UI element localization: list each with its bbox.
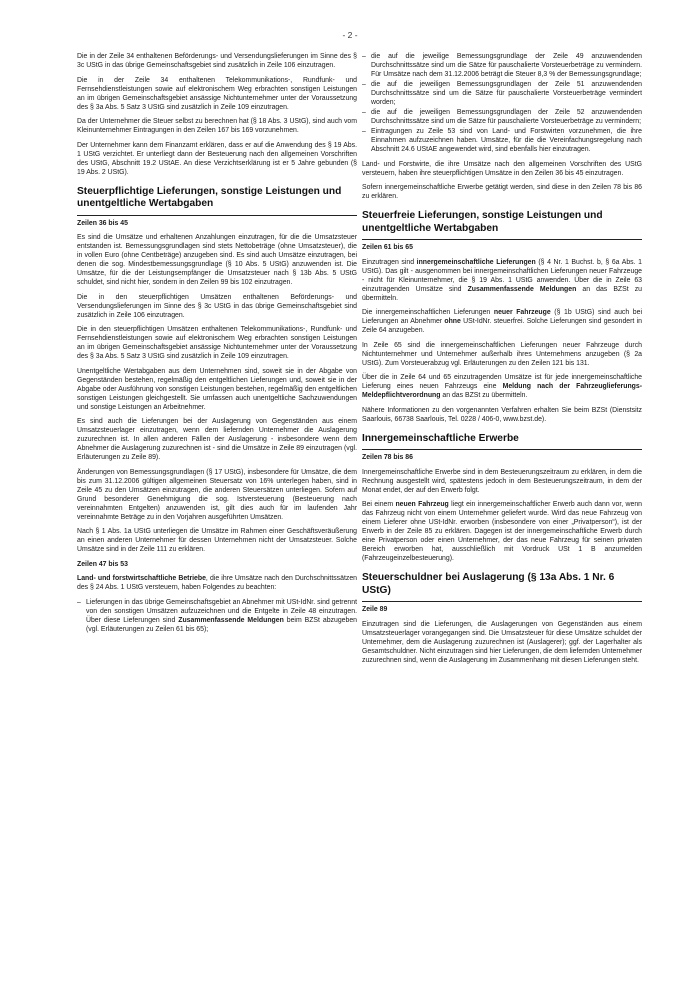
- paragraph: Nach § 1 Abs. 1a UStG unterliegen die Umsätze im Rahmen einer Geschäftsveräußerung an einen anderen Unternehmer für dessen Unternehmen nicht der Umsatzsteuer. Solche Umsätze sind in der Zeile 111 zu erklären.: [77, 528, 357, 553]
- paragraph: [362, 258, 642, 303]
- text-run: an das BZSt zu übermitteln.: [362, 285, 643, 302]
- paragraph: [362, 308, 642, 335]
- paragraph: Einzutragen sind die Lieferungen, die Auslagerungen von Gegenständen aus einem Umsatzsteuerlager vorangegangen sind. Die Umsatzsteuer für diese Umsätze schuldet der Unternehmer, dem die Auslagerung zuzurechnen ist (Auslagerer); ggf. der Lagerhalter als Gesamtschuldner. Nicht einzutragen sind hier Lieferungen, die dem liefernden Unternehmer zuzurechnen sind, wenn die Auslagerung im Zusammenhang mit diesen Lieferungen steht.: [362, 620, 642, 664]
- bold-term: innergemeinschaftliche Lieferungen: [416, 258, 536, 266]
- text-run: Einzutragen sind: [362, 258, 417, 266]
- bold-term: Meldung nach der Fahrzeuglieferungs-Meldepflichtverordnung: [362, 383, 642, 399]
- section-heading: Innergemeinschaftliche Erwerbe: [362, 432, 519, 444]
- list-item: – die auf die jeweiligen Bemessungsgrundlagen der Zeile 52 anzuwendenden Durchschnittssätze sind um die Sätze für pauschalierte Vorsteuerbeträge zu vermindern;: [362, 108, 642, 126]
- heading-rule: [77, 215, 357, 216]
- list-item: – die auf die jeweiligen Bemessungsgrundlagen der Zeile 51 anzuwendenden Durchschnittssätze sind um die Sätze für pauschalierte Vorsteuerbeträge vermindert worden;: [362, 80, 642, 107]
- bold-term: Land- und forstwirtschaftliche Betriebe: [77, 575, 206, 582]
- section-heading: Steuerfreie Lieferungen, sonstige Leistungen und unentgeltliche Wertabgaben: [362, 210, 603, 234]
- section-heading: Steuerschuldner bei Auslagerung (§ 13a Abs. 1 Nr. 6 UStG): [362, 572, 615, 596]
- right-column: [362, 52, 642, 670]
- text-run: Über die in Zeile 64 und 65 einzutragenden Umsätze ist für jede innergemeinschaftliche Lieferung eines neuen Fahrzeugs eine: [362, 374, 642, 390]
- bold-term: Zusammenfassende Meldungen: [178, 616, 284, 624]
- text-run: an das BZSt zu übermitteln.: [440, 392, 528, 399]
- paragraph: Die in den steuerpflichtigen Umsätzen enthaltenen Telekommunikations-, Rundfunk- und Fernsehdienstleistungen sowie auf elektronischem Weg erbrachten sonstigen Leistungen an im übrigen Gemeinschaftsgebiet ansässige Nichtunternehmer unter der Voraussetzung des § 3a Abs. 5 Satz 3 UStG sind zusätzlich in Zeile 109 einzutragen.: [77, 326, 357, 360]
- heading-rule: [362, 601, 642, 602]
- paragraph: Innergemeinschaftliche Erwerbe sind in dem Besteuerungszeitraum zu erklären, in dem die Rechnung ausgestellt wird, spätestens jedoch in dem Besteuerungszeitraum, in dem der Monat endet, der auf den Erwerb folgt.: [362, 468, 642, 494]
- line-reference: Zeile 89: [362, 606, 388, 613]
- paragraph: Änderungen von Bemessungsgrundlagen (§ 17 UStG), insbesondere für Umsätze, die dem bis zum 31.12.2006 gültigen allgemeinen Steuersatz von 16% unterlegen haben, sind in Zeile 45 zu den Umsätzen einzutragen, die anderen Steuersätzen unterliegen. Sofern auf Grund besonderer Genehmigung die sog. Istversteuerung (Besteuerung nach vereinnahmten Entgelten) anzuwenden ist, gilt dies auch für im laufenden Jahr vereinnahmte Beträge zu in den Vorjahren ausgeführten Umsätzen.: [77, 468, 357, 521]
- text-run: liegt ein innergemeinschaftlicher Erwerb auch dann vor, wenn das Fahrzeug nicht von einem Unternehmer geliefert wurde. Wird das neue Fahrzeug von einem Lieferer ohne USt-IdNr. erworben (insbesondere von einer „Privatperson“), ist der Erwerb in der Zeile 85 zu erklären. Dagegen ist der innergemeinschaftliche Erwerb durch eine Privatperson oder einen Unternehmer, der das neue Fahrzeug für seinen privaten Bereich erworben hat, ausschließlich mit Vordruck USt 1 B anzumelden (Fahrzeugeinzelbesteuerung).: [362, 501, 642, 562]
- dash-list: [77, 598, 357, 634]
- paragraph: Unentgeltliche Wertabgaben aus dem Unternehmen sind, soweit sie in der Abgabe von Gegenständen bestehen, regelmäßig den entgeltlichen Lieferungen und, soweit sie in der Abgabe oder Ausführung von sonstigen Leistungen bestehen, regelmäßig den entgeltlichen sonstigen Leistungen gleichgestellt. Sie umfassen auch unentgeltliche Sachzuwendungen und sonstige Leistungen an Arbeitnehmer.: [77, 367, 357, 411]
- left-column: [77, 52, 357, 639]
- paragraph: Sofern innergemeinschaftliche Erwerbe getätigt werden, sind diese in den Zeilen 78 bis 86 zu erklären.: [362, 184, 642, 200]
- paragraph: Nähere Informationen zu den vorgenannten Verfahren erhalten Sie beim BZSt (Dienstsitz Saarlouis, 66738 Saarlouis, Tel. 0228 / 406-0, www.bzst.de).: [362, 406, 642, 423]
- paragraph: [362, 500, 642, 563]
- text-run: , die ihre Umsätze nach den Durchschnittssätzen des § 24 Abs. 1 UStG versteuern, haben Folgendes zu beachten:: [77, 575, 357, 591]
- paragraph: Es sind auch die Lieferungen bei der Auslagerung von Gegenständen aus einem Umsatzsteuerlager einzutragen, wenn dem liefernden Unternehmer die Auslagerung zuzurechnen ist. In allen anderen Fällen der Auslagerung - insbesondere wenn dem Abnehmer die Auslagerung zuzurechnen ist - sind die Umsätze in Zeile 89 einzutragen (vgl. Erläuterungen zu Zeile 89).: [77, 418, 357, 461]
- dash-list: [362, 52, 642, 154]
- text-run: (§ 1b UStG) sind auch bei Lieferungen an Abnehmer: [362, 309, 643, 325]
- bold-term: Zusammenfassende Meldungen: [467, 285, 577, 293]
- text-run: Die innergemeinschaftlichen Lieferungen: [362, 309, 494, 316]
- section-heading: Steuerpflichtige Lieferungen, sonstige Leistungen und unentgeltliche Wertabgaben: [77, 185, 342, 209]
- paragraph: Der Unternehmer kann dem Finanzamt erklären, dass er auf die Anwendung des § 19 Abs. 1 UStG verzichtet. Er unterliegt dann der Besteuerung nach den allgemeinen Vorschriften des UStG, Abschnitt 19.2 UStAE. An diese Verzichtserklärung ist er 5 Jahre gebunden (§ 19 Abs. 2 UStG).: [77, 141, 357, 176]
- line-reference: Zeilen 36 bis 45: [77, 219, 128, 227]
- bold-term: neuer Fahrzeuge: [493, 309, 551, 316]
- line-reference: Zeilen 78 bis 86: [362, 454, 413, 461]
- text-run: USt-IdNr. steuerfrei. Solche Lieferungen sind gesondert in Zeile 64 anzugeben.: [362, 318, 643, 334]
- text-run: Lieferungen in das übrige Gemeinschaftsgebiet an Abnehmer mit USt-IdNr. sind getrennt von den sonstigen Umsätzen aufzuzeichnen und die Entgelte in Zeile 48 einzutragen. Über diese Lieferungen sind: [86, 598, 357, 624]
- paragraph: Da der Unternehmer die Steuer selbst zu berechnen hat (§ 18 Abs. 3 UStG), sind auch vom Kleinunternehmer Eintragungen in den Zeilen 167 bis 169 vorzunehmen.: [77, 118, 357, 134]
- text-run: beim BZSt abzugeben (vgl. Erläuterungen zu Zeilen 61 bis 65);: [86, 616, 357, 633]
- paragraph: Land- und Forstwirte, die ihre Umsätze nach den allgemeinen Vorschriften des UStG versteuern, haben ihre steuerpflichtigen Umsätze in den Zeilen 36 bis 45 einzutragen.: [362, 160, 642, 177]
- paragraph: [77, 574, 357, 592]
- line-reference: Zeilen 47 bis 53: [77, 560, 128, 568]
- paragraph: Die in der Zeile 34 enthaltenen Telekommunikations-, Rundfunk- und Fernsehdienstleistungen sowie auf elektronischem Weg erbrachten sonstigen Leistungen an im übrigen Gemeinschaftsgebiet ansässige Nichtunternehmer unter der Voraussetzung des § 3a Abs. 5 Satz 3 UStG sind zusätzlich in Zeile 109 einzutragen.: [77, 76, 357, 111]
- paragraph: Die in den steuerpflichtigen Umsätzen enthaltenen Beförderungs- und Versendungslieferungen im Sinne des § 3c UStG in das übrige Gemeinschaftsgebiet sind zusätzlich in Zeile 106 einzutragen.: [77, 293, 357, 319]
- heading-rule: [362, 449, 642, 450]
- list-item: – Eintragungen zu Zeile 53 sind von Land- und Forstwirten vorzunehmen, die ihre Einnahmen aufzuzeichnen haben. Umsätze, für die die Vereinfachungsregelung nach Abschnitt 24.6 UStAE angewendet wird, sind ebenfalls hier einzutragen.: [362, 127, 642, 154]
- bold-term: neuen Fahrzeug: [395, 501, 449, 508]
- paragraph: Die in der Zeile 34 enthaltenen Beförderungs- und Versendungslieferungen im Sinne des § 3c UStG in das übrige Gemeinschaftsgebiet sind zusätzlich in Zeile 106 einzutragen.: [77, 53, 357, 69]
- paragraph: Es sind die Umsätze und erhaltenen Anzahlungen einzutragen, für die die Umsatzsteuer entstanden ist. Bemessungsgrundlagen sind stets Nettobeträge (ohne Umsatzsteuer), die in vollen Euro (ohne Centbeträge) anzugeben sind. Es sind auch Umsätze einzutragen, bei denen die sog. Mindestbemessungsgrundlage (§ 10 Abs. 5 UStG) anzuwenden ist. Die Umsätze, für die der Leistungsempfänger die Umsatzsteuer nach § 13b Abs. 5 UStG schuldet, sind nicht hier, sondern in den Zeilen 99 bis 102 einzutragen.: [77, 234, 357, 286]
- text-run: Bei einem: [362, 501, 396, 508]
- list-item: – die auf die jeweilige Bemessungsgrundlage der Zeile 49 anzuwendenden Durchschnittssätze sind um die Sätze für pauschalierte Vorsteuerbeträge zu vermindern. Für Umsätze nach dem 31.12.2006 beträgt die Steuer 8,3 % der Bemessungsgrundlage;: [362, 52, 642, 79]
- paragraph: [362, 373, 642, 400]
- paragraph: In Zeile 65 sind die innergemeinschaftlichen Lieferungen neuer Fahrzeuge durch Nichtunternehmer und Unternehmer außerhalb ihres Unternehmens anzugeben (§ 2a UStG). Zum Vorsteuerabzug vgl. Erläuterungen zu den Zeilen 121 bis 131.: [362, 341, 642, 367]
- text-run: (§ 4 Nr. 1 Buchst. b, § 6a Abs. 1 UStG). Das gilt - ausgenommen bei innergemeinschaftlichen Lieferungen neuer Fahrzeuge - nicht für Kleinunternehmer, die § 19 Abs. 1 UStG anwenden. Über die in Zeile 63 einzutragenden Umsätze sind: [362, 258, 642, 293]
- page-number: - 2 -: [342, 30, 358, 40]
- list-item: [77, 598, 357, 634]
- bold-term: ohne: [444, 318, 461, 325]
- heading-rule: [362, 239, 642, 240]
- line-reference: Zeilen 61 bis 65: [362, 244, 413, 251]
